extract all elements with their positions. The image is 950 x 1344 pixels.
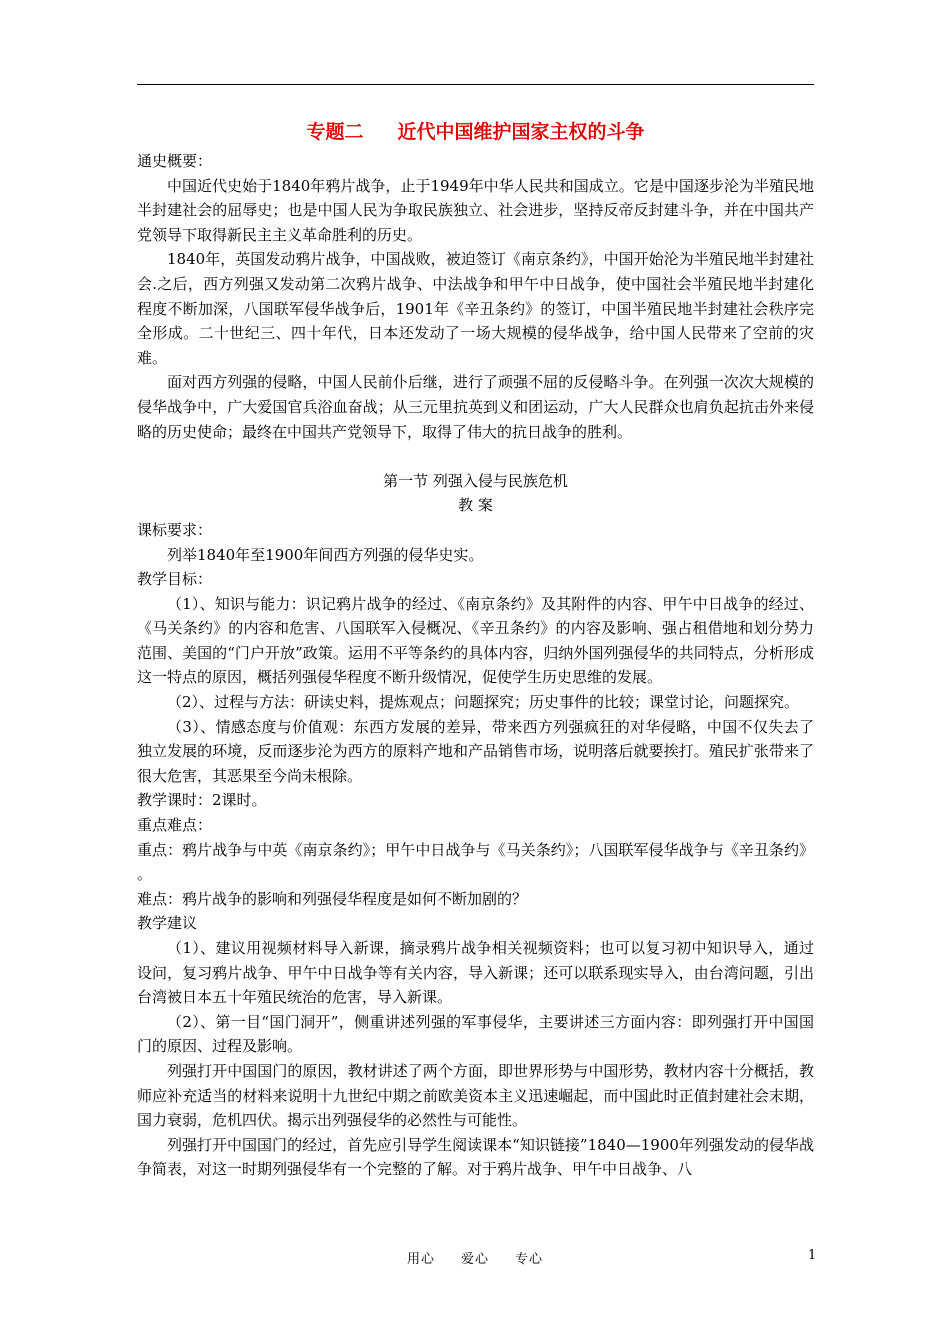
chapter-title [137,117,814,147]
motto-word: 爱心 [460,1252,489,1267]
suggestion-paragraph: （1）、建议用视频材料导入新课，摘录鸦片战争相关视频资料；也可以复习初中知识导入，通过设问，复习鸦片战争、甲午中日战争等有关内容，导入新课；还可以联系现实导入，由台湾问题，引出台湾被日本五十年殖民统治的危害，导入新课。 [137,939,814,1007]
suggestion-paragraph: （2）、第一目“国门洞开”，侧重讲述列强的军事侵华，主要讲述三方面内容：即列强打开中国国门的原因、过程及影响。 [137,1012,814,1056]
curriculum-label: 课标要求： [137,520,213,539]
class-hours: 教学课时：2课时。 [137,791,267,810]
page-number: 1 [808,1248,817,1263]
goal-item: （1）、知识与能力：识记鸦片战争的经过、《南京条约》及其附件的内容、甲午中日战争的经过、《马关条约》的内容和危害、八国联军入侵概况、《辛丑条约》的内容及影响、强占租借地和划分势力范围、美国的“门户开放”政策。运用不平等条约的具体内容，归纳外国列强侵华的共同特点，分析形成这一特点的原因，概括列强侵华程度不断升级情况，促使学生历史思维的发展。 [137,594,814,687]
overview-paragraph: 中国近代史始于1840年鸦片战争，止于1949年中华人民共和国成立。它是中国逐步沦为半殖民地半封建社会的屈辱史；也是中国人民为争取民族独立、社会进步，坚持反帝反封建斗争，并在中国共产党领导下取得新民主主义革命胜利的历史。 [137,176,814,244]
chapter-number: 专题二 [306,121,364,143]
motto-word: 用心 [406,1252,435,1267]
section-subtitle: 教 案 [458,496,493,515]
suggestions-label: 教学建议 [137,914,198,933]
suggestion-paragraph: 列强打开中国国门的原因，教材讲述了两个方面，即世界形势与中国形势，教材内容十分概括，教师应补充适当的材料来说明十九世纪中期之前欧美资本主义迅速崛起，而中国此时正值封建社会末期，国力衰弱，危机四伏。揭示出列强侵华的必然性与可能性。 [137,1061,814,1130]
motto-word: 专心 [515,1252,544,1267]
goals-label: 教学目标： [137,570,213,589]
key-difficulty: 难点：鸦片战争的影响和列强侵华程度是如何不断加剧的？ [137,889,528,908]
suggestion-paragraph: 列强打开中国国门的经过，首先应引导学生阅读课本“知识链接”1840—1900年列强发动的侵华战争简表，对这一时期列强侵华有一个完整的了解。对于鸦片战争、甲午中日战争、八 [137,1135,814,1179]
header-rule [137,84,814,85]
key-label: 重点难点： [137,816,213,835]
key-focus: 重点：鸦片战争与中英《南京条约》；甲午中日战争与《马关条约》；八国联军侵华战争与《辛丑条约》 。 [137,840,814,884]
chapter-name: 近代中国维护国家主权的斗争 [397,121,645,143]
document-body [137,117,814,1182]
overview-label: 通史概要： [137,152,213,170]
goal-item: （2）、过程与方法：研读史料，提炼观点；问题探究；历史事件的比较；课堂讨论，问题探究。 [167,693,800,712]
curriculum-text: 列举1840年至1900年间西方列强的侵华史实。 [167,545,484,564]
overview-paragraph: 1840年，英国发动鸦片战争，中国战败，被迫签订《南京条约》，中国开始沦为半殖民地半封建社会.之后，西方列强又发动第二次鸦片战争、中法战争和甲午中日战争，使中国社会半殖民地半封建化程度不断加深，八国联军侵华战争后，1901年《辛丑条约》的签订，中国半殖民地半封建社会秩序完全形成。二十世纪三、四十年代，日本还发动了一场大规模的侵华战争，给中国人民带来了空前的灾难。 [137,250,814,367]
overview-paragraph: 面对西方列强的侵略，中国人民前仆后继，进行了顽强不屈的反侵略斗争。在列强一次次大规模的侵华战争中，广大爱国官兵浴血奋战；从三元里抗英到义和团运动，广大人民群众也肩负起抗击外来侵略的历史使命；最终在中国共产党领导下，取得了伟大的抗日战争的胜利。 [137,373,814,441]
goal-item: （3）、情感态度与价值观：东西方发展的差异，带来西方列强疯狂的对华侵略，中国不仅失去了独立发展的环境，反而逐步沦为西方的原料产地和产品销售市场，说明落后就要挨打。殖民扩张带来了很大危害，其恶果至今尚未根除。 [137,717,814,785]
section-title: 第一节 列强入侵与民族危机 [383,471,568,490]
